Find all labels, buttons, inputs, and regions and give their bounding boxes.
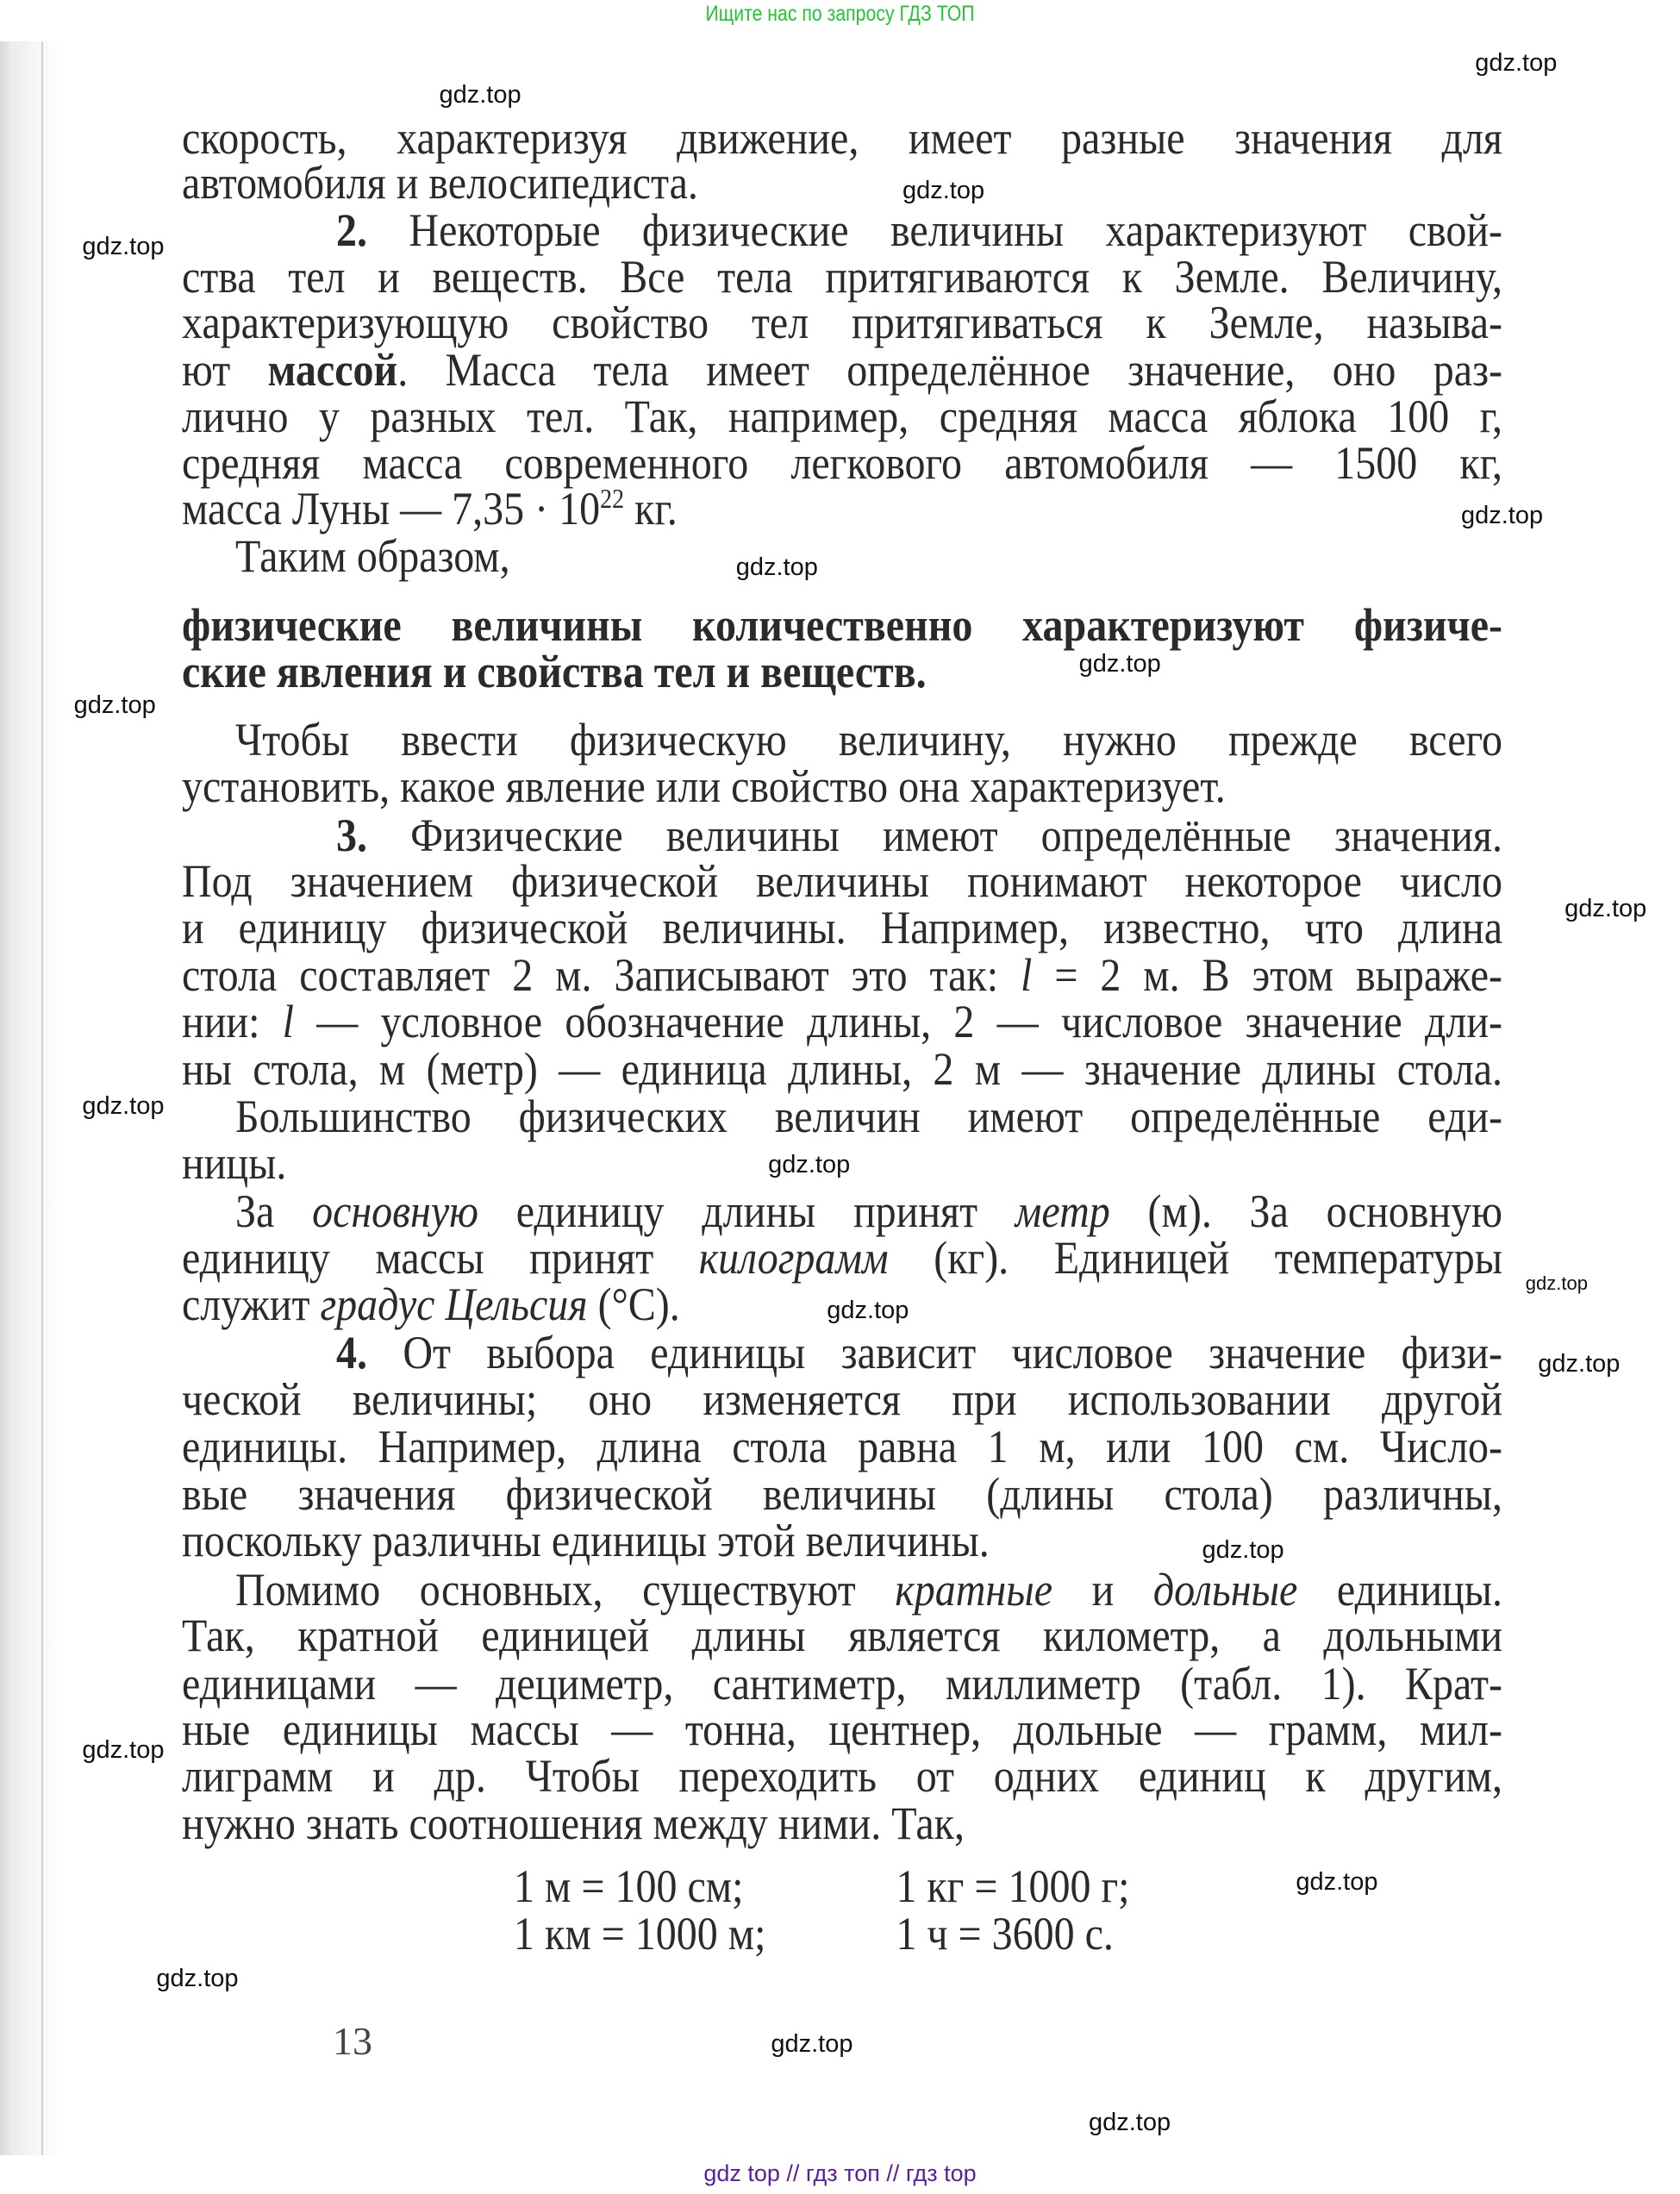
text-run: ют [182, 345, 268, 397]
watermark-label: gdz.top [900, 178, 987, 203]
text-line [182, 1232, 1502, 1285]
bold-text: физические величины количественно характеризуют физиче- [182, 599, 1502, 652]
text-run: Чтобы ввести физическую величину, нужно прежде всего [235, 714, 1502, 766]
text-run: За [235, 1186, 313, 1238]
text-run: Так, кратной единицей длины является километр, а дольными [182, 1610, 1502, 1662]
text-run: лично у разных тел. Так, например, средняя масса яблока 100 г, [182, 391, 1502, 443]
italic-text: кратные [895, 1564, 1053, 1616]
watermark-label: gdz.top [824, 1297, 911, 1323]
text-line [182, 1704, 1502, 1756]
text-line [182, 1373, 1502, 1426]
text-run: ные единицы массы — тонна, центнер, дольные — грамм, мил- [182, 1704, 1502, 1756]
text-line [235, 714, 1502, 766]
text-run: характеризующую свойство тел притягиваться к Земле, называ- [182, 297, 1502, 349]
watermark-label: gdz.top [1523, 1273, 1590, 1294]
watermark-label: gdz.top [1535, 1351, 1622, 1377]
text-run: и единицу физической величины. Например, известно, что длина [182, 902, 1502, 953]
italic-text: основную [312, 1186, 478, 1238]
text-run: Некоторые физические величины характеризуют свой- [409, 204, 1503, 257]
text-run: = 2 м. В этом выраже- [1032, 949, 1502, 1002]
bold-text: массой [267, 345, 398, 397]
text-run: скорость, характеризуя движение, имеет разные значения для [182, 112, 1502, 164]
text-run: Помимо основных, существуют [235, 1564, 896, 1616]
text-run: единицы. Например, длина стола равна 1 м, или 100 см. Числo- [182, 1421, 1502, 1473]
text-run: . Масса тела имеет определённое значение, оно раз- [397, 345, 1503, 397]
text-line [182, 157, 1502, 209]
text-line [182, 437, 1502, 489]
text-run: ницы. [182, 1137, 287, 1189]
unit-formula: 1 м = 100 см; [514, 1860, 744, 1913]
text-run: нии: [182, 996, 283, 1047]
unit-formula: 1 км = 1000 м; [514, 1909, 766, 1960]
watermark-label: gdz.top [79, 234, 166, 259]
text-run: кг. [624, 483, 678, 535]
page-shadow [0, 41, 60, 2155]
text-line [336, 809, 1502, 861]
bold-text: 2. [336, 204, 409, 257]
unit-formula: 1 ч = 3600 с. [896, 1909, 1114, 1960]
text-line [182, 996, 1502, 1047]
text-run: Физические величины имеют определённые значения. [410, 809, 1502, 861]
text-run: и [1052, 1564, 1153, 1616]
text-run: автомобиля и велосипедиста. [182, 157, 698, 209]
text-line [235, 1564, 1502, 1616]
italic-text: дольные [1152, 1564, 1298, 1616]
watermark-label: gdz.top [768, 2031, 855, 2057]
bold-text: ские явления и свойства тел и веществ. [182, 646, 927, 697]
text-run: Таким образом, [235, 531, 510, 583]
text-line [182, 251, 1502, 303]
text-line [182, 646, 1502, 697]
superscript: 22 [600, 484, 625, 515]
watermark-label: gdz.top [1077, 651, 1164, 677]
italic-text: l [282, 996, 295, 1047]
watermark-label: gdz.top [734, 554, 821, 580]
watermark-label: gdz.top [1293, 1869, 1380, 1895]
text-run: (м). За основную [1109, 1186, 1502, 1238]
text-line [182, 902, 1502, 953]
text-line [182, 1750, 1502, 1802]
watermark-label: gdz.top [153, 1966, 240, 1991]
watermark-label: gdz.top [436, 82, 523, 108]
watermark-label: gdz.top [1562, 896, 1649, 922]
text-line [182, 1797, 1502, 1850]
text-line [182, 949, 1502, 1002]
watermark-label: gdz.top [1458, 503, 1546, 528]
page-number: 13 [333, 2019, 372, 2063]
header-banner: Ищите нас по запросу ГДЗ ТОП [705, 2, 975, 26]
text-run: служит [182, 1278, 321, 1330]
text-line [235, 531, 1502, 583]
text-run: единицу массы принят [182, 1232, 699, 1285]
text-line [182, 345, 1503, 397]
text-line [336, 1328, 1502, 1379]
italic-text: l [1021, 949, 1033, 1002]
watermark-label: gdz.top [1086, 2110, 1173, 2135]
text-line [182, 1610, 1502, 1662]
unit-formula: 1 кг = 1000 г; [896, 1860, 1130, 1913]
text-run: поскольку различны единицы этой величины. [182, 1515, 990, 1567]
text-run: лиграмм и др. Чтобы переходить от одних единиц к другим, [182, 1750, 1502, 1802]
text-line [182, 297, 1502, 349]
text-run: единицы. [1297, 1564, 1502, 1616]
watermark-label: gdz.top [1200, 1537, 1287, 1563]
text-run: От выбора единицы зависит числовое значение физи- [403, 1328, 1502, 1379]
text-line [182, 1043, 1502, 1095]
text-run: Большинство физических величин имеют определённые еди- [235, 1091, 1502, 1143]
text-run: вые значения физической величины (длины стола) различны, [182, 1469, 1502, 1521]
watermark-label: gdz.top [1472, 50, 1559, 76]
watermark-label: gdz.top [765, 1152, 852, 1178]
text-line [182, 112, 1502, 164]
text-run: стола составляет 2 м. Записывают это так: [182, 949, 1021, 1002]
text-run: Под значением физической величины понимают некоторое число [182, 855, 1502, 908]
text-line [182, 483, 1502, 535]
footer-banner: gdz top // гдз топ // гдз top [703, 2160, 977, 2186]
text-run: (кг). Единицей температуры [888, 1232, 1502, 1285]
text-run: — условное обозначение длины, 2 — числовое значение дли- [294, 996, 1502, 1047]
text-line [182, 599, 1502, 652]
italic-text: градус Цельсия [320, 1278, 588, 1330]
bold-text: 3. [336, 809, 411, 861]
italic-text: килограмм [698, 1232, 889, 1285]
text-run: установить, какое явление или свойство она характеризует. [182, 760, 1226, 812]
text-line [182, 855, 1502, 908]
text-run: ческой величины; оно изменяется при использовании другой [182, 1373, 1502, 1426]
text-line [235, 1186, 1502, 1238]
text-line [182, 1658, 1502, 1710]
watermark-label: gdz.top [72, 692, 159, 718]
watermark-label: gdz.top [79, 1093, 166, 1119]
text-run: ны стола, м (метр) — единица длины, 2 м — значение длины стола. [182, 1043, 1502, 1095]
text-run: единицу длины принят [478, 1186, 1015, 1238]
watermark-label: gdz.top [79, 1737, 166, 1763]
text-run: ства тел и веществ. Все тела притягиваются к Земле. Величину, [182, 251, 1502, 303]
text-run: нужно знать соотношения между ними. Так, [182, 1797, 965, 1850]
text-run: (°С). [587, 1278, 680, 1330]
text-line [182, 1469, 1502, 1521]
text-run: масса Луны — 7,35 · 10 [182, 483, 601, 535]
text-run: единицами — дециметр, сантиметр, миллиметр (табл. 1). Крат- [182, 1658, 1502, 1710]
text-line [336, 204, 1503, 257]
text-line [235, 1091, 1502, 1143]
text-line [182, 1421, 1502, 1473]
page-edge [41, 41, 43, 2155]
text-line [182, 760, 1502, 812]
bold-text: 4. [336, 1328, 403, 1379]
italic-text: метр [1015, 1186, 1110, 1238]
text-line [182, 391, 1502, 443]
text-line [182, 1515, 1502, 1567]
text-run: средняя масса современного легкового автомобиля — 1500 кг, [182, 437, 1502, 489]
